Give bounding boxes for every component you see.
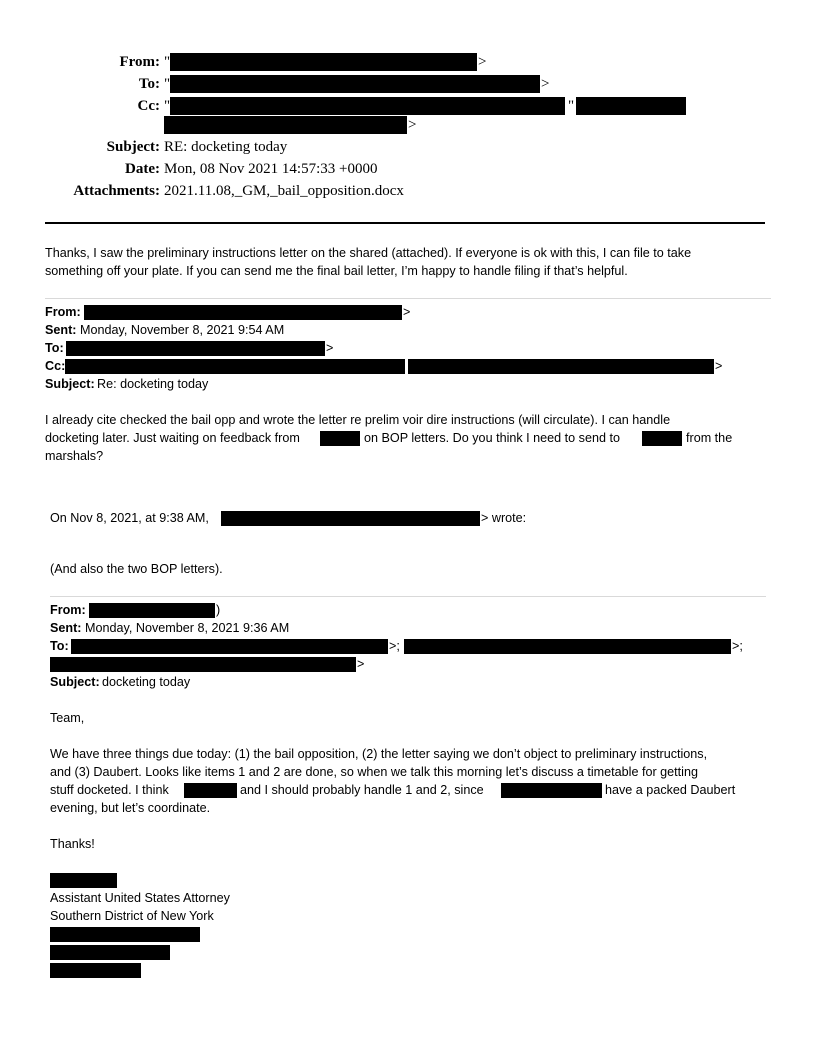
redaction-msg2-from bbox=[84, 305, 402, 320]
redaction-from bbox=[170, 53, 477, 71]
subject-value: RE: docketing today bbox=[164, 139, 288, 155]
msg3-to-close: > bbox=[357, 657, 365, 671]
redaction-msg3-body-2 bbox=[501, 783, 602, 798]
cc-close: > bbox=[408, 117, 417, 133]
msg3-subject-label: Subject: bbox=[50, 675, 100, 689]
redaction-msg2-cc-2 bbox=[408, 359, 714, 374]
cc-open-quote: " bbox=[164, 98, 171, 114]
msg3-p1-line-3a: stuff docketed. I think bbox=[50, 783, 169, 797]
redaction-msg2-body-1 bbox=[320, 431, 360, 446]
redaction-sig-name bbox=[50, 873, 117, 888]
redaction-cc-2 bbox=[576, 97, 686, 115]
quote-on-prefix: On Nov 8, 2021, at 9:38 AM, bbox=[50, 511, 209, 525]
quote-also-text: (And also the two BOP letters). bbox=[50, 562, 223, 576]
redaction-msg3-to-2 bbox=[404, 639, 731, 654]
msg3-to-sep-2: >; bbox=[732, 639, 743, 653]
msg2-sent-value: Monday, November 8, 2021 9:54 AM bbox=[80, 323, 285, 337]
msg3-to-sep-1: >; bbox=[389, 639, 400, 653]
msg3-greeting: Team, bbox=[50, 711, 85, 725]
message-divider-1 bbox=[45, 298, 771, 299]
redaction-cc-3 bbox=[164, 116, 407, 134]
attachment-file[interactable]: 2021.11.08,_GM,_bail_opposition.docx bbox=[164, 183, 404, 199]
cc-label: Cc: bbox=[137, 98, 160, 114]
message-divider-2 bbox=[50, 596, 766, 597]
to-close: > bbox=[541, 76, 550, 92]
msg2-subject-label: Subject: bbox=[45, 377, 95, 391]
redaction-msg3-to-3 bbox=[50, 657, 356, 672]
redaction-msg2-body-2 bbox=[642, 431, 682, 446]
msg2-body-line-3: marshals? bbox=[45, 449, 104, 463]
attachments-label: Attachments: bbox=[73, 183, 160, 199]
msg2-body-line-1: I already cite checked the bail opp and wrote the letter re prelim voir dire instructions (will circulate). I can handle bbox=[45, 413, 671, 427]
quote-on-suffix: > wrote: bbox=[481, 511, 527, 525]
msg3-sent-value: Monday, November 8, 2021 9:36 AM bbox=[85, 621, 290, 635]
msg3-thanks: Thanks! bbox=[50, 837, 95, 851]
reply-line-2: something off your plate. If you can send me the final bail letter, I’m happy to handle filing if that’s helpful. bbox=[45, 264, 628, 278]
msg3-subject-value: docketing today bbox=[102, 675, 191, 689]
redaction-msg2-cc-1 bbox=[65, 359, 405, 374]
msg2-to-close: > bbox=[326, 341, 334, 355]
redaction-msg3-from bbox=[89, 603, 215, 618]
msg3-from-close: ) bbox=[216, 603, 221, 617]
header-divider bbox=[45, 222, 765, 224]
from-close: > bbox=[478, 54, 487, 70]
cc-mid-quote: " bbox=[568, 98, 575, 114]
from-label: From: bbox=[119, 54, 160, 70]
redaction-cc-1 bbox=[170, 97, 565, 115]
redaction-sig-line-1 bbox=[50, 927, 200, 942]
redaction-msg3-to-1 bbox=[71, 639, 388, 654]
msg2-subject-value: Re: docketing today bbox=[97, 377, 209, 391]
redaction-msg3-body-1 bbox=[184, 783, 237, 798]
msg3-p1-line-3b: and I should probably handle 1 and 2, since bbox=[240, 783, 484, 797]
redaction-to bbox=[170, 75, 540, 93]
msg2-body-line-2a: docketing later. Just waiting on feedback from bbox=[45, 431, 300, 445]
subject-label: Subject: bbox=[106, 139, 160, 155]
msg2-body-line-2b: on BOP letters. Do you think I need to send to bbox=[364, 431, 620, 445]
reply-line-1: Thanks, I saw the preliminary instructions letter on the shared (attached). If everyone is ok with this, I can file to take bbox=[45, 246, 692, 260]
redaction-quote-sender bbox=[221, 511, 480, 526]
msg2-from-close: > bbox=[403, 305, 411, 319]
msg2-cc-close: > bbox=[715, 359, 723, 373]
msg3-sent-label: Sent: bbox=[50, 621, 82, 635]
msg3-from-label: From: bbox=[50, 603, 86, 617]
msg3-p1-line-2: and (3) Daubert. Looks like items 1 and 2 are done, so when we talk this morning let’s discuss a timetable for getting bbox=[50, 765, 698, 779]
msg2-from-label: From: bbox=[45, 305, 81, 319]
to-label: To: bbox=[138, 76, 160, 92]
to-open-quote: " bbox=[164, 76, 171, 92]
from-open-quote: " bbox=[164, 54, 171, 70]
redaction-msg2-to bbox=[66, 341, 325, 356]
msg3-p1-line-4: evening, but let’s coordinate. bbox=[50, 801, 211, 815]
msg3-p1-line-1: We have three things due today: (1) the bail opposition, (2) the letter saying we don’t object to preliminary instructions, bbox=[50, 747, 708, 761]
date-value: Mon, 08 Nov 2021 14:57:33 +0000 bbox=[164, 161, 378, 177]
msg2-sent-label: Sent: bbox=[45, 323, 77, 337]
msg3-p1-line-3c: have a packed Daubert bbox=[605, 783, 736, 797]
sig-title: Assistant United States Attorney bbox=[50, 891, 230, 905]
msg2-body-line-2c: from the bbox=[686, 431, 733, 445]
redaction-sig-line-3 bbox=[50, 963, 141, 978]
date-label: Date: bbox=[125, 161, 160, 177]
msg2-cc-label: Cc: bbox=[45, 359, 66, 373]
msg2-to-label: To: bbox=[45, 341, 64, 355]
sig-office: Southern District of New York bbox=[50, 909, 214, 923]
msg3-to-label: To: bbox=[50, 639, 69, 653]
redaction-sig-line-2 bbox=[50, 945, 170, 960]
